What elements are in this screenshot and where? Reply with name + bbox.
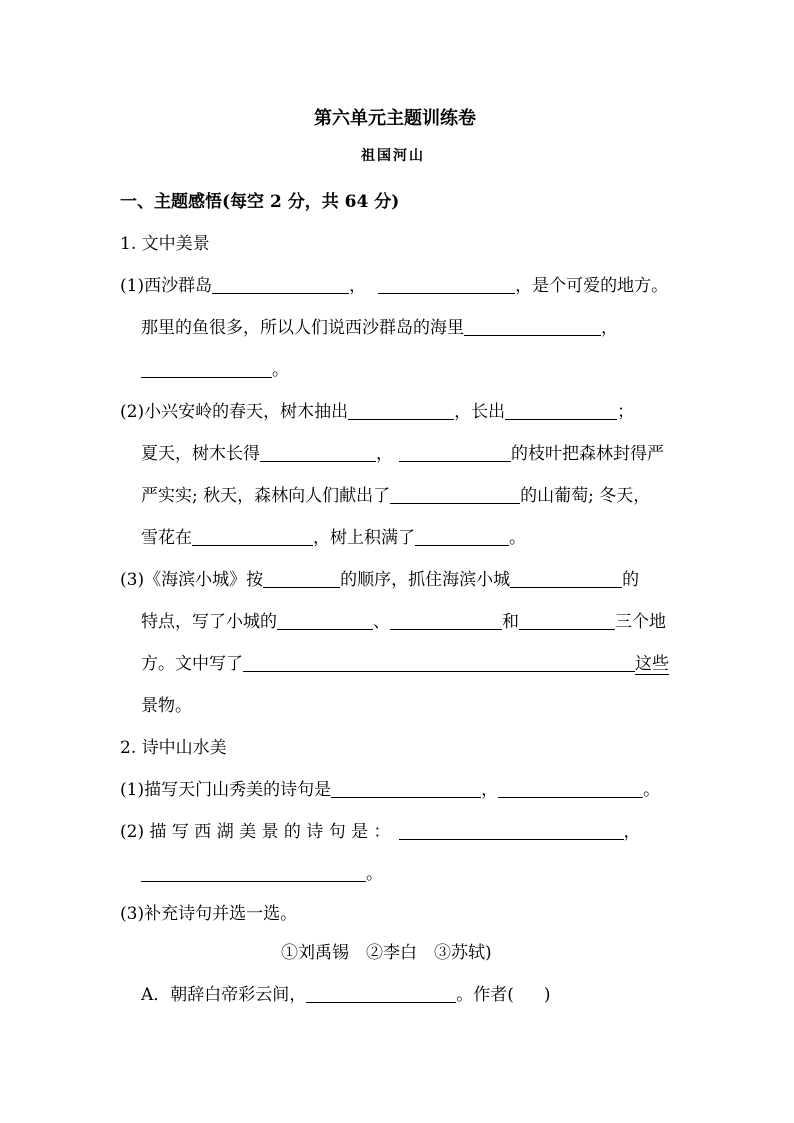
answer-blank[interactable] [390, 485, 520, 504]
answer-blank[interactable] [510, 569, 622, 588]
question-1-3-line2: 特点，写了小城的 、 和 三个地 [141, 612, 666, 632]
page-subtitle: 祖国河山 [361, 148, 425, 164]
answer-blank[interactable] [212, 275, 349, 294]
page-title: 第六单元主题训练卷 [314, 108, 476, 129]
question-number: (3) [120, 904, 145, 924]
answer-blank[interactable] [306, 984, 456, 1003]
question-number: (3) [120, 570, 145, 590]
question-1-1-line2: 那里的鱼很多，所以人们说西沙群岛的海里 ， [141, 318, 618, 338]
author-options: ①刘禹锡 ②李白 ③苏轼) [281, 943, 492, 963]
question-2-2-line2: 。 [141, 862, 383, 886]
section1-heading: 一、主题感悟(每空 2 分，共 64 分) [120, 192, 400, 212]
answer-blank[interactable] [390, 611, 502, 630]
question-1-1-line1: (1)西沙群岛 ， ，是个可爱的地方。 [120, 276, 669, 296]
answer-blank[interactable] [399, 821, 624, 840]
question-1-1-line3: 。 [141, 358, 289, 382]
answer-blank[interactable] [399, 443, 511, 462]
question-1-3-line4: 景物。 [141, 696, 192, 716]
answer-blank[interactable] [263, 569, 340, 588]
question-1-2-line3: 严实实; 秋天，森林向人们献出了 的山葡萄; 冬天， [141, 486, 651, 506]
part2-heading: 2. 诗中山水美 [120, 738, 227, 758]
answer-blank[interactable] [260, 443, 376, 462]
question-2-3-line1: (3)补充诗句并选一选。 [120, 904, 298, 924]
answer-blank[interactable] [505, 401, 617, 420]
answer-blank[interactable] [192, 527, 313, 546]
question-1-2-line1: (2)小兴安岭的春天，树木抽出 ，长出 ； [120, 402, 635, 422]
answer-blank[interactable] [378, 275, 515, 294]
answer-blank[interactable] [277, 611, 373, 630]
answer-blank[interactable] [331, 779, 481, 798]
question-2-2-line1: (2) 描 写 西 湖 美 景 的 诗 句 是 ： ， [120, 822, 641, 842]
question-number: (2) [120, 402, 145, 422]
answer-blank[interactable] [498, 779, 643, 798]
answer-blank[interactable] [141, 863, 366, 882]
question-1-2-line2: 夏天，树木长得 ， 的枝叶把森林封得严 [141, 444, 664, 464]
answer-blank[interactable] [141, 359, 272, 378]
answer-blank[interactable] [415, 527, 509, 546]
answer-blank[interactable] [519, 611, 615, 630]
question-1-3-line1: (3)《海滨小城》按 的顺序，抓住海滨小城 的 [120, 570, 640, 590]
question-1-3-line3: 方。文中写了 这些 [141, 654, 669, 674]
answer-blank[interactable] [243, 653, 635, 672]
item-label: A． [141, 985, 171, 1005]
question-2-1-line1: (1)描写天门山秀美的诗句是 ， 。 [120, 780, 661, 800]
question-number: (1) [120, 780, 145, 800]
part1-heading: 1. 文中美景 [120, 234, 210, 254]
question-number: (1) [120, 276, 145, 296]
question-2-3-item-a: A．朝辞白帝彩云间， 。作者( ) [141, 985, 551, 1005]
question-1-2-line4: 雪花在 ，树上积满了 。 [141, 528, 526, 548]
answer-blank[interactable] [348, 401, 454, 420]
answer-blank[interactable] [464, 317, 601, 336]
